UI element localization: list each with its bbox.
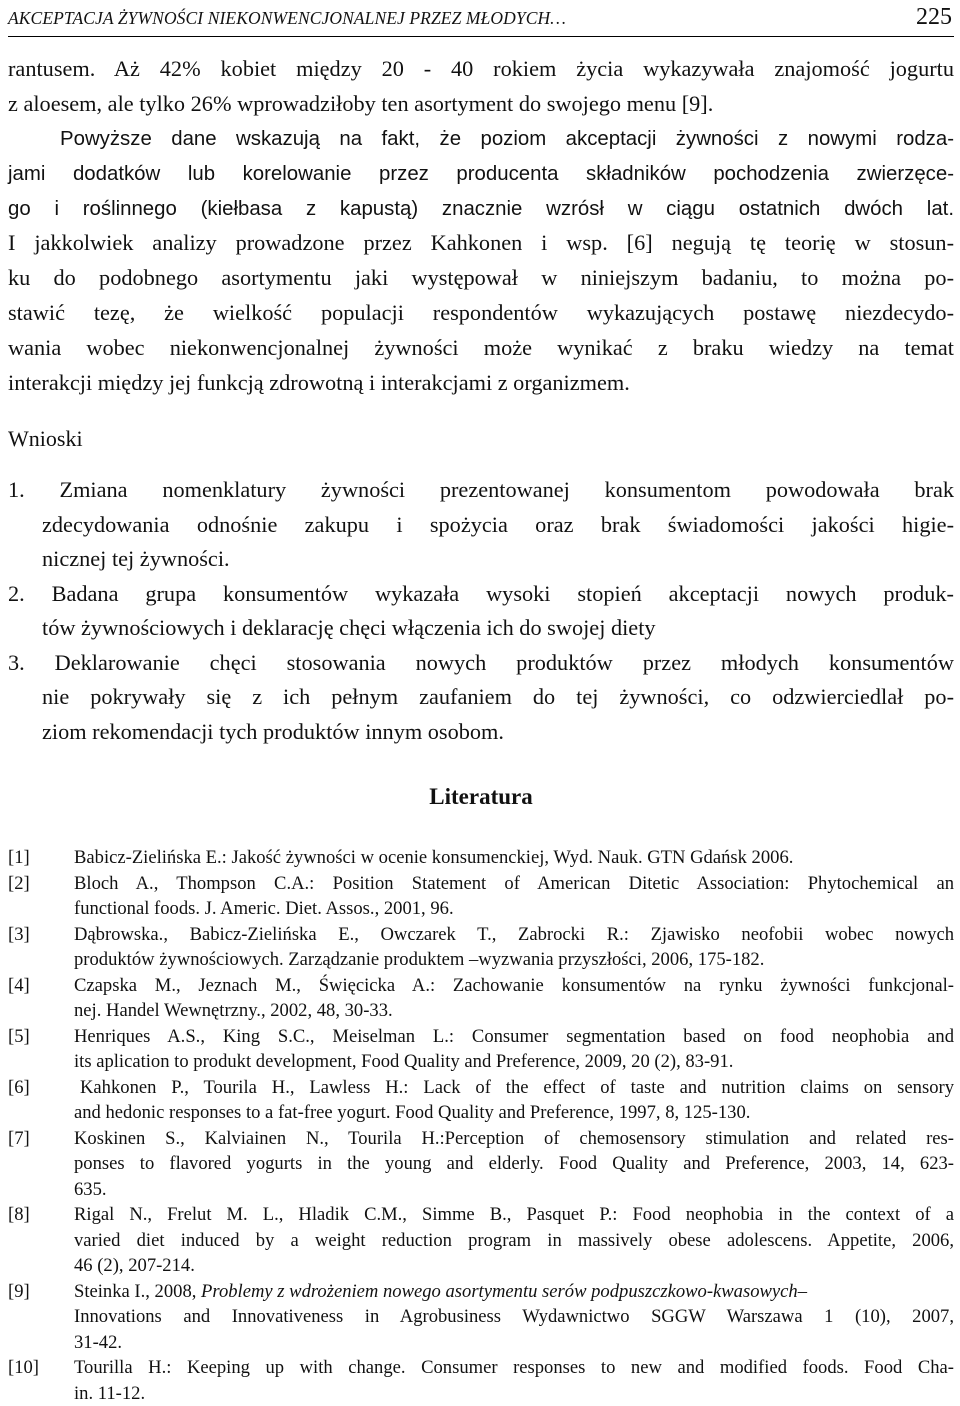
- reference-continuation: [8, 1151, 954, 1177]
- reference-item: [8, 1024, 954, 1050]
- reference-number: [5]: [8, 1024, 30, 1050]
- reference-item: [8, 871, 954, 897]
- conclusion-line: 3. Deklarowanie chęci stosowania nowych produktów przez młodych konsumentów: [8, 646, 954, 681]
- reference-line: Innovations and Innovativeness in Agrobusiness Wydawnictwo SGGW Warszawa 1 (10), 2007,: [74, 1304, 954, 1330]
- reference-item: [8, 845, 954, 871]
- conclusion-item: [8, 646, 954, 750]
- reference-line: Koskinen S., Kalviainen N., Tourila H.:Perception of chemosensory stimulation and related res-: [74, 1126, 954, 1152]
- reference-line: Bloch A., Thompson C.A.: Position Statement of American Ditetic Association: Phytochemical an: [74, 871, 954, 897]
- conclusions-heading: Wnioski: [8, 422, 83, 456]
- body-line: jami dodatków lub korelowanie przez producenta składników pochodzenia zwierzęce-: [8, 157, 954, 192]
- reference-continuation: [8, 947, 954, 973]
- conclusion-line: nicznej tej żywności.: [8, 542, 954, 577]
- reference-line: Rigal N., Frelut M. L., Hladik C.M., Simme B., Pasquet P.: Food neophobia in the context of a: [74, 1202, 954, 1228]
- body-line: I jakkolwiek analizy prowadzone przez Kahkonen i wsp. [6] negują tę teorię w stosun-: [8, 226, 954, 261]
- reference-continuation: [8, 896, 954, 922]
- page-header: [8, 2, 954, 37]
- conclusion-item: [8, 473, 954, 577]
- reference-line: its aplication to produkt development, Food Quality and Preference, 2009, 20 (2), 83-91.: [74, 1049, 954, 1075]
- reference-line: 46 (2), 207-214.: [74, 1253, 954, 1279]
- conclusion-line: 2. Badana grupa konsumentów wykazała wysoki stopień akceptacji nowych produk-: [8, 577, 954, 612]
- body-line: Powyższe dane wskazują na fakt, że poziom akceptacji żywności z nowymi rodza-: [8, 122, 954, 157]
- literature-heading: Literatura: [8, 780, 954, 814]
- reference-item: [8, 1126, 954, 1152]
- conclusions-list: [8, 473, 954, 749]
- body-line: go i roślinnego (kiełbasa z kapustą) znacznie wzrósł w ciągu ostatnich dwóch lat.: [8, 192, 954, 227]
- reference-number: [8]: [8, 1202, 30, 1228]
- body-line: z aloesem, ale tylko 26% wprowadziłoby ten asortyment do swojego menu [9].: [8, 87, 954, 122]
- body-line: interakcji między jej funkcją zdrowotną i interakcjami z organizmem.: [8, 366, 954, 401]
- reference-list: [8, 845, 954, 1406]
- reference-line: produktów żywnościowych. Zarządzanie produktem –wyzwania przyszłości, 2006, 175-182.: [74, 947, 954, 973]
- reference-continuation: [8, 1177, 954, 1203]
- reference-item: [8, 1075, 954, 1101]
- conclusion-item: [8, 577, 954, 646]
- reference-continuation: [8, 1228, 954, 1254]
- body-line: wania wobec niekonwencjonalnej żywności może wynikać z braku wiedzy na temat: [8, 331, 954, 366]
- reference-continuation: [8, 1100, 954, 1126]
- reference-number: [1]: [8, 845, 30, 871]
- reference-line: and hedonic responses to a fat-free yogurt. Food Quality and Preference, 1997, 8, 125-130.: [74, 1100, 954, 1126]
- reference-continuation: [8, 1381, 954, 1406]
- conclusion-line: zdecydowania odnośnie zakupu i spożycia oraz brak świadomości jakości higie-: [8, 508, 954, 543]
- body-line: ku do podobnego asortymentu jaki występował w niniejszym badaniu, to można po-: [8, 261, 954, 296]
- reference-line: 31-42.: [74, 1330, 954, 1356]
- reference-number: [4]: [8, 973, 30, 999]
- conclusion-line: ziom rekomendacji tych produktów innym osobom.: [8, 715, 954, 750]
- reference-item: [8, 1279, 954, 1305]
- reference-line: [74, 1279, 954, 1305]
- conclusion-line: 1. Zmiana nomenklatury żywności prezentowanej konsumentom powodowała brak: [8, 473, 954, 508]
- reference-number: [3]: [8, 922, 30, 948]
- reference-title-italic: Problemy z wdrożeniem nowego asortymentu serów podpuszczkowo-kwasowych–: [201, 1281, 807, 1302]
- reference-line: Kahkonen P., Tourila H., Lawless H.: Lack of the effect of taste and nutrition claims on sensory: [80, 1075, 954, 1101]
- reference-line: varied diet induced by a weight reduction program in massively obese adolescens. Appetite, 2006,: [74, 1228, 954, 1254]
- conclusion-line: tów żywnościowych i deklarację chęci włączenia ich do swojej diety: [8, 611, 954, 646]
- reference-number: [7]: [8, 1126, 30, 1152]
- reference-line: nej. Handel Wewnętrzny., 2002, 48, 30-33.: [74, 998, 954, 1024]
- body-paragraphs: [8, 52, 954, 401]
- page-number: 225: [916, 4, 952, 31]
- body-line: stawić tezę, że wielkość populacji respondentów wykazujących postawę niezdecydo-: [8, 296, 954, 331]
- reference-line: ponses to flavored yogurts in the young and elderly. Food Quality and Preference, 2003, 14, 623-: [74, 1151, 954, 1177]
- reference-number: [6]: [8, 1075, 30, 1101]
- reference-line: Babicz-Zielińska E.: Jakość żywności w ocenie konsumenckiej, Wyd. Nauk. GTN Gdańsk 2006.: [74, 845, 954, 871]
- reference-line: 635.: [74, 1177, 954, 1203]
- reference-line: Tourilla H.: Keeping up with change. Consumer responses to new and modified foods. Food Cha-: [74, 1355, 954, 1381]
- reference-item: [8, 1355, 954, 1381]
- reference-continuation: [8, 1049, 954, 1075]
- reference-continuation: [8, 1304, 954, 1330]
- reference-author: Steinka I., 2008,: [74, 1281, 201, 1302]
- reference-number: [9]: [8, 1279, 30, 1305]
- reference-continuation: [8, 998, 954, 1024]
- reference-line: functional foods. J. Americ. Diet. Assos., 2001, 96.: [74, 896, 954, 922]
- reference-item: [8, 973, 954, 999]
- reference-continuation: [8, 1253, 954, 1279]
- conclusion-line: nie pokrywały się z ich pełnym zaufaniem do tej żywności, co odzwierciedlał po-: [8, 680, 954, 715]
- reference-line: Dąbrowska., Babicz-Zielińska E., Owczarek T., Zabrocki R.: Zjawisko neofobii wobec nowych: [74, 922, 954, 948]
- running-title: AKCEPTACJA ŻYWNOŚCI NIEKONWENCJONALNEJ PRZEZ MŁODYCH…: [8, 8, 566, 29]
- reference-line: Czapska M., Jeznach M., Święcicka A.: Zachowanie konsumentów na rynku żywności funkcjonal-: [74, 973, 954, 999]
- reference-line: Henriques A.S., King S.C., Meiselman L.: Consumer segmentation based on food neophobia and: [74, 1024, 954, 1050]
- reference-number: [10]: [8, 1355, 39, 1381]
- reference-line: in. 11-12.: [74, 1381, 954, 1406]
- body-line: rantusem. Aż 42% kobiet między 20 - 40 rokiem życia wykazywała znajomość jogurtu: [8, 52, 954, 87]
- reference-item: [8, 922, 954, 948]
- reference-continuation: [8, 1330, 954, 1356]
- reference-number: [2]: [8, 871, 30, 897]
- reference-item: [8, 1202, 954, 1228]
